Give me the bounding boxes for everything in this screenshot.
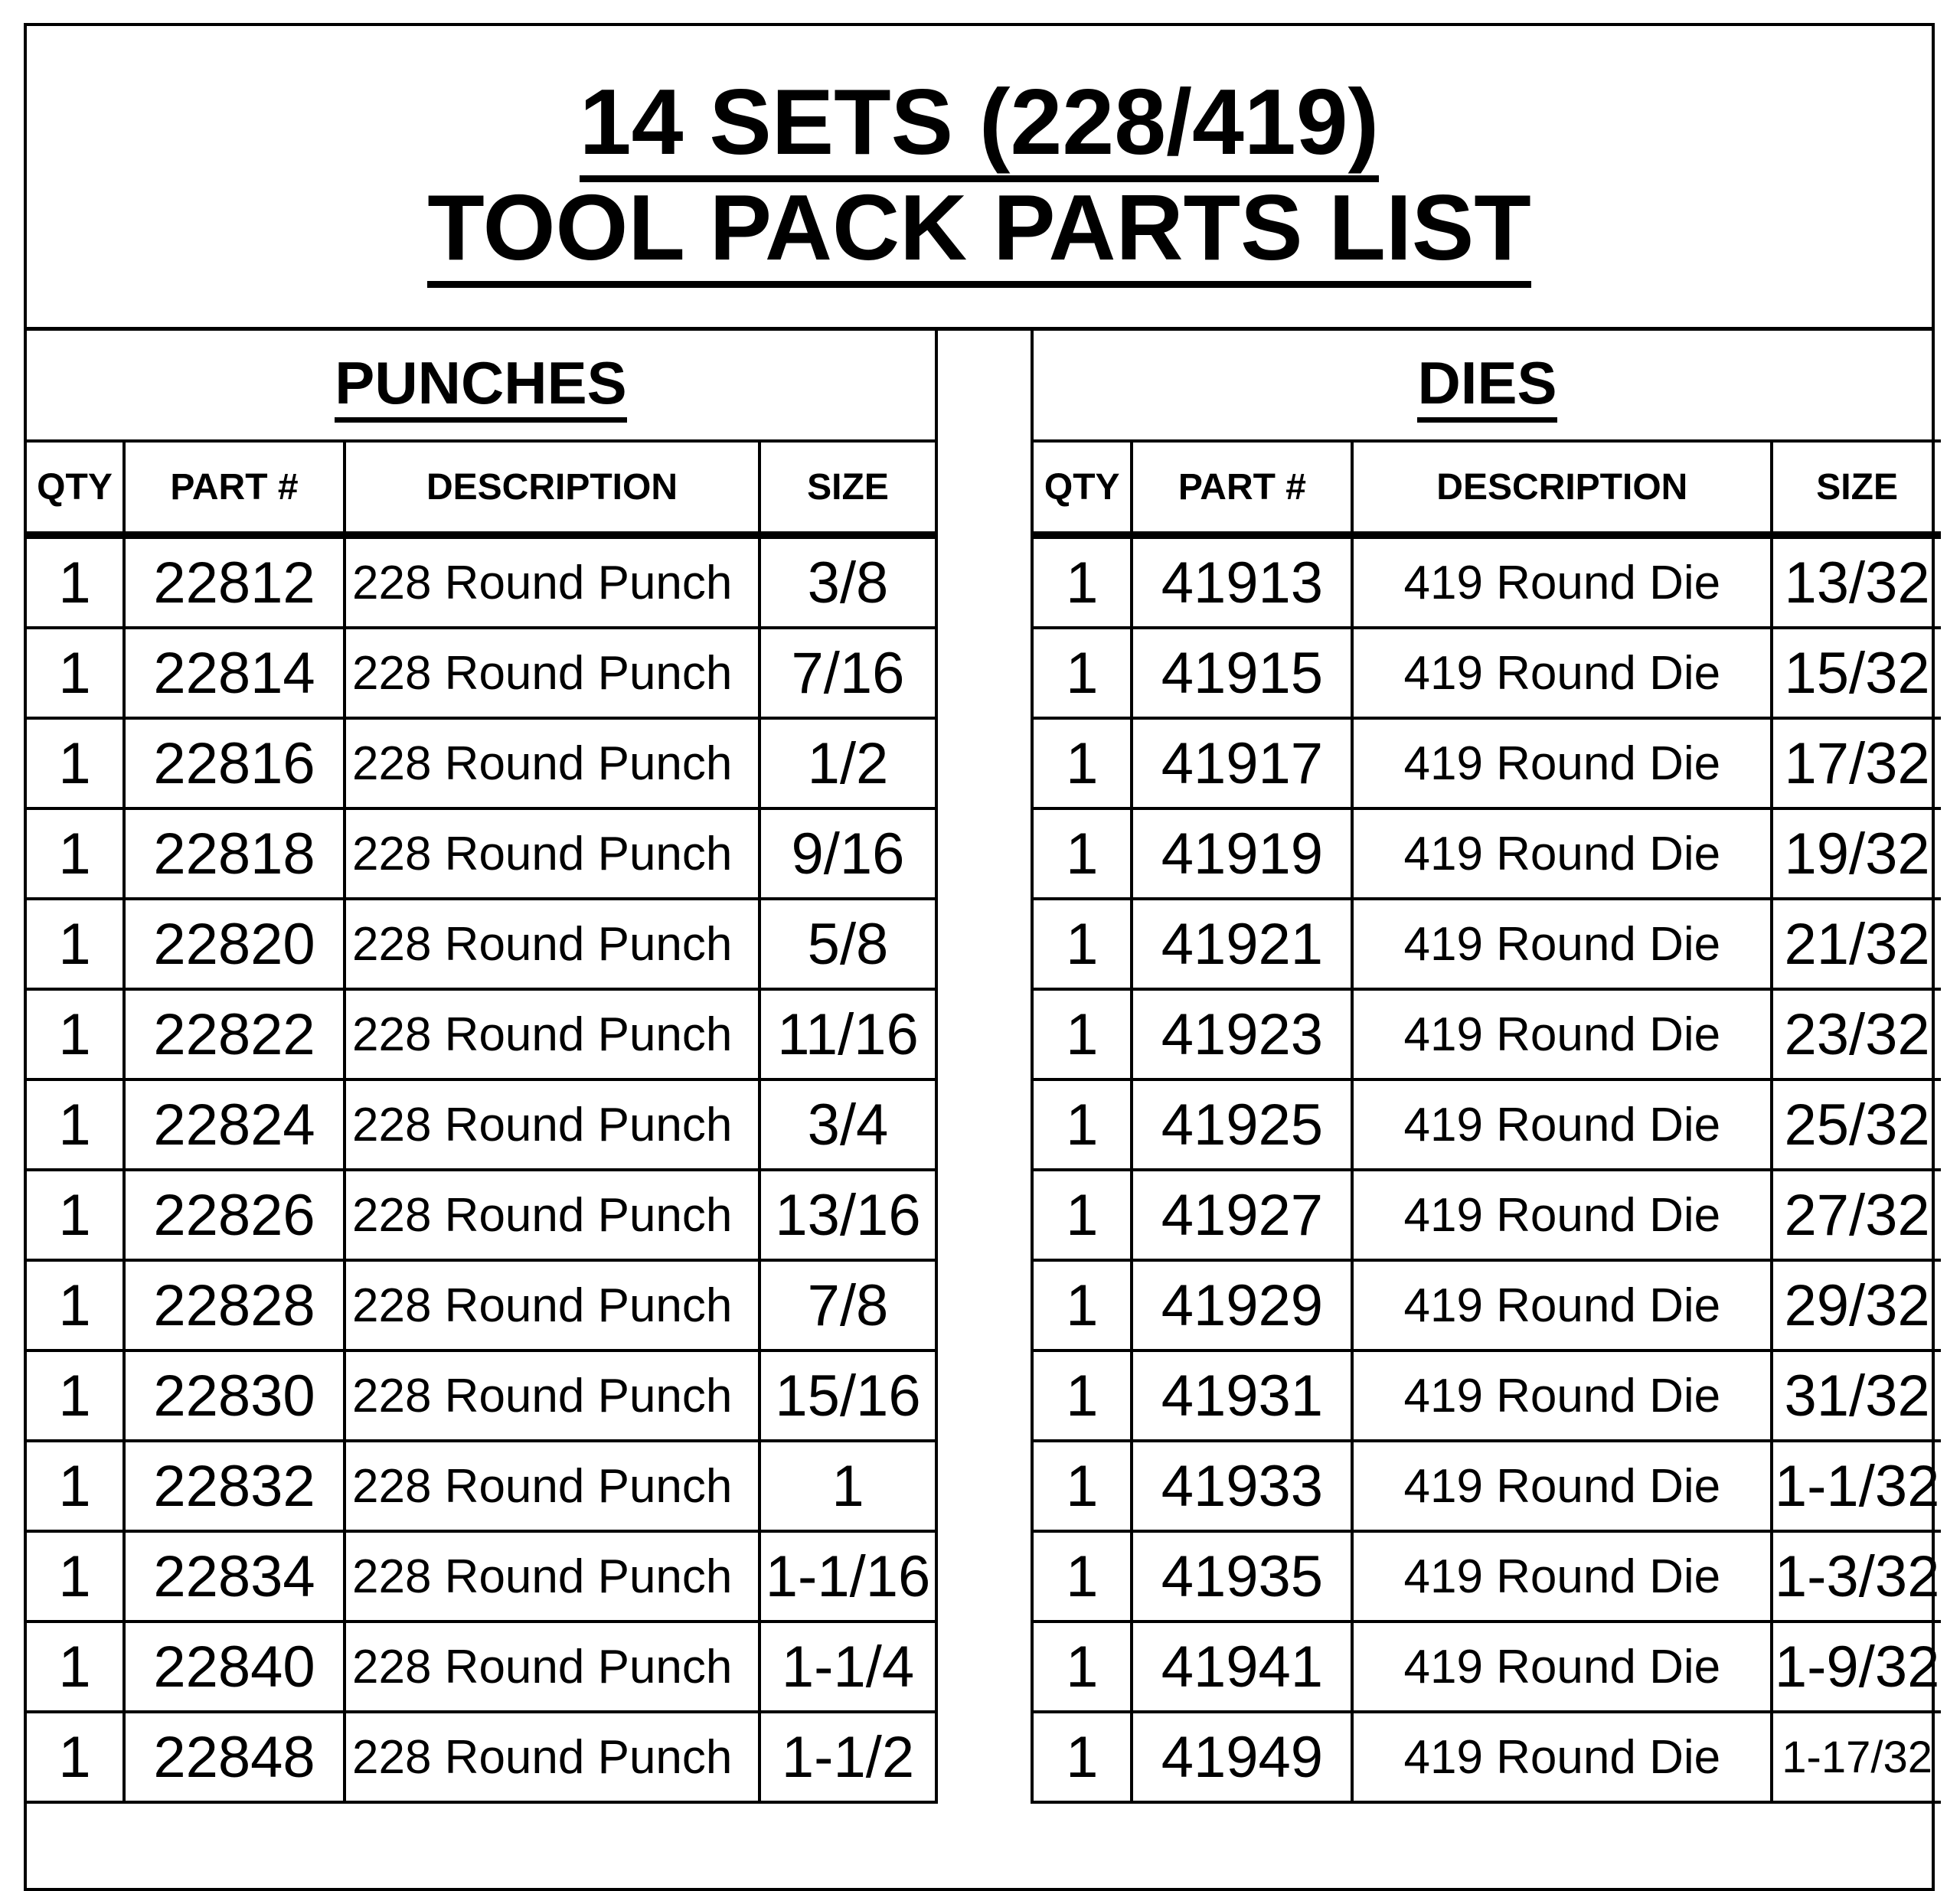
title-line-2: TOOL PACK PARTS LIST	[427, 175, 1530, 288]
qty-cell: 1	[1034, 989, 1132, 1079]
qty-cell: 1	[27, 1350, 124, 1441]
part-number-cell: 41923	[1132, 989, 1352, 1079]
table-row	[27, 1531, 935, 1622]
size-cell: 1-17/32	[1772, 1712, 1941, 1802]
qty-cell: 1	[1034, 1441, 1132, 1531]
qty-cell: 1	[27, 1531, 124, 1622]
size-cell: 5/8	[760, 899, 935, 989]
size-cell: 21/32	[1772, 899, 1941, 989]
description-cell: 419 Round Die	[1352, 1712, 1772, 1802]
part-number-cell: 22814	[124, 628, 345, 718]
part-number-cell: 22818	[124, 808, 345, 899]
size-cell: 13/32	[1772, 535, 1941, 628]
table-row	[1034, 899, 1941, 989]
description-cell: 419 Round Die	[1352, 1350, 1772, 1441]
part-number-cell: 22812	[124, 535, 345, 628]
description-cell: 228 Round Punch	[345, 808, 760, 899]
size-cell: 7/8	[760, 1260, 935, 1350]
table-row	[27, 1260, 935, 1350]
size-cell: 13/16	[760, 1170, 935, 1260]
size-cell: 15/16	[760, 1350, 935, 1441]
description-cell: 228 Round Punch	[345, 1260, 760, 1350]
description-cell: 228 Round Punch	[345, 1079, 760, 1170]
qty-cell: 1	[27, 1622, 124, 1712]
part-number-cell: 22828	[124, 1260, 345, 1350]
size-cell: 1-3/32	[1772, 1531, 1941, 1622]
size-cell: 19/32	[1772, 808, 1941, 899]
size-cell: 1-1/4	[760, 1622, 935, 1712]
qty-cell: 1	[27, 535, 124, 628]
size-cell: 27/32	[1772, 1170, 1941, 1260]
part-number-cell: 22816	[124, 718, 345, 808]
description-cell: 228 Round Punch	[345, 1441, 760, 1531]
qty-cell: 1	[27, 808, 124, 899]
size-cell: 25/32	[1772, 1079, 1941, 1170]
dies-table	[1034, 443, 1941, 1804]
part-number-cell: 41919	[1132, 808, 1352, 899]
table-row	[27, 1622, 935, 1712]
size-cell: 17/32	[1772, 718, 1941, 808]
qty-cell: 1	[1034, 1260, 1132, 1350]
description-cell: 419 Round Die	[1352, 1170, 1772, 1260]
qty-cell: 1	[1034, 535, 1132, 628]
description-cell: 228 Round Punch	[345, 535, 760, 628]
size-cell: 15/32	[1772, 628, 1941, 718]
column-header-qty: QTY	[1034, 443, 1132, 535]
column-header-qty: QTY	[27, 443, 124, 535]
size-cell: 7/16	[760, 628, 935, 718]
table-row	[27, 718, 935, 808]
part-number-cell: 22830	[124, 1350, 345, 1441]
part-number-cell: 41913	[1132, 535, 1352, 628]
table-row	[1034, 1170, 1941, 1260]
parts-list-sheet	[24, 23, 1940, 1891]
qty-cell: 1	[27, 718, 124, 808]
description-cell: 419 Round Die	[1352, 1079, 1772, 1170]
part-number-cell: 41921	[1132, 899, 1352, 989]
qty-cell: 1	[1034, 1170, 1132, 1260]
size-cell: 1	[760, 1441, 935, 1531]
description-cell: 419 Round Die	[1352, 535, 1772, 628]
description-cell: 228 Round Punch	[345, 989, 760, 1079]
qty-cell: 1	[27, 628, 124, 718]
table-row	[1034, 1079, 1941, 1170]
part-number-cell: 22848	[124, 1712, 345, 1802]
part-number-cell: 41949	[1132, 1712, 1352, 1802]
part-number-cell: 41935	[1132, 1531, 1352, 1622]
punches-rows	[27, 535, 935, 1802]
part-number-cell: 22824	[124, 1079, 345, 1170]
qty-cell: 1	[1034, 718, 1132, 808]
description-cell: 419 Round Die	[1352, 1441, 1772, 1531]
size-cell: 1-1/16	[760, 1531, 935, 1622]
size-cell: 1-9/32	[1772, 1622, 1941, 1712]
dies-panel	[1031, 331, 1941, 1804]
table-row	[1034, 535, 1941, 628]
part-number-cell: 22826	[124, 1170, 345, 1260]
size-cell: 11/16	[760, 989, 935, 1079]
table-row	[27, 1712, 935, 1802]
description-cell: 228 Round Punch	[345, 1712, 760, 1802]
dies-header-row	[1034, 443, 1941, 535]
part-number-cell: 22820	[124, 899, 345, 989]
size-cell: 3/4	[760, 1079, 935, 1170]
table-row	[27, 1170, 935, 1260]
table-row	[1034, 808, 1941, 899]
part-number-cell: 41925	[1132, 1079, 1352, 1170]
size-cell: 31/32	[1772, 1350, 1941, 1441]
size-cell: 3/8	[760, 535, 935, 628]
table-row	[27, 535, 935, 628]
table-row	[1034, 1622, 1941, 1712]
description-cell: 419 Round Die	[1352, 1531, 1772, 1622]
qty-cell: 1	[1034, 808, 1132, 899]
table-row	[1034, 628, 1941, 718]
size-cell: 23/32	[1772, 989, 1941, 1079]
part-number-cell: 41927	[1132, 1170, 1352, 1260]
description-cell: 228 Round Punch	[345, 1622, 760, 1712]
column-header-size: SIZE	[1772, 443, 1941, 535]
title-line-1: 14 SETS (228/419)	[580, 70, 1379, 182]
column-header-description: DESCRIPTION	[345, 443, 760, 535]
qty-cell: 1	[27, 989, 124, 1079]
punches-table	[27, 443, 935, 1804]
table-row	[1034, 1531, 1941, 1622]
description-cell: 419 Round Die	[1352, 1622, 1772, 1712]
table-row	[27, 989, 935, 1079]
size-cell: 29/32	[1772, 1260, 1941, 1350]
punches-heading: PUNCHES	[335, 348, 626, 423]
description-cell: 419 Round Die	[1352, 808, 1772, 899]
punches-header-row	[27, 443, 935, 535]
table-row	[1034, 1441, 1941, 1531]
description-cell: 228 Round Punch	[345, 1531, 760, 1622]
description-cell: 419 Round Die	[1352, 989, 1772, 1079]
part-number-cell: 41941	[1132, 1622, 1352, 1712]
table-row	[27, 1350, 935, 1441]
qty-cell: 1	[1034, 1350, 1132, 1441]
qty-cell: 1	[1034, 899, 1132, 989]
description-cell: 228 Round Punch	[345, 628, 760, 718]
description-cell: 419 Round Die	[1352, 1260, 1772, 1350]
table-row	[27, 899, 935, 989]
table-row	[1034, 1350, 1941, 1441]
part-number-cell: 22832	[124, 1441, 345, 1531]
qty-cell: 1	[27, 1712, 124, 1802]
qty-cell: 1	[1034, 1531, 1132, 1622]
qty-cell: 1	[27, 899, 124, 989]
description-cell: 419 Round Die	[1352, 628, 1772, 718]
table-row	[1034, 718, 1941, 808]
qty-cell: 1	[1034, 1712, 1132, 1802]
title-block	[27, 26, 1932, 331]
column-header-part: PART #	[1132, 443, 1352, 535]
description-cell: 419 Round Die	[1352, 718, 1772, 808]
dies-rows	[1034, 535, 1941, 1802]
table-row	[1034, 1712, 1941, 1802]
description-cell: 228 Round Punch	[345, 899, 760, 989]
table-row	[27, 1441, 935, 1531]
size-cell: 9/16	[760, 808, 935, 899]
qty-cell: 1	[1034, 628, 1132, 718]
part-number-cell: 22840	[124, 1622, 345, 1712]
column-header-description: DESCRIPTION	[1352, 443, 1772, 535]
table-row	[27, 628, 935, 718]
qty-cell: 1	[27, 1260, 124, 1350]
table-row	[27, 808, 935, 899]
description-cell: 228 Round Punch	[345, 718, 760, 808]
part-number-cell: 22834	[124, 1531, 345, 1622]
size-cell: 1-1/32	[1772, 1441, 1941, 1531]
table-row	[1034, 989, 1941, 1079]
qty-cell: 1	[27, 1079, 124, 1170]
part-number-cell: 22822	[124, 989, 345, 1079]
column-header-part: PART #	[124, 443, 345, 535]
description-cell: 228 Round Punch	[345, 1350, 760, 1441]
size-cell: 1-1/2	[760, 1712, 935, 1802]
description-cell: 419 Round Die	[1352, 899, 1772, 989]
part-number-cell: 41933	[1132, 1441, 1352, 1531]
description-cell: 228 Round Punch	[345, 1170, 760, 1260]
dies-heading: DIES	[1417, 348, 1557, 423]
column-header-size: SIZE	[760, 443, 935, 535]
table-row	[27, 1079, 935, 1170]
qty-cell: 1	[27, 1441, 124, 1531]
qty-cell: 1	[27, 1170, 124, 1260]
qty-cell: 1	[1034, 1622, 1132, 1712]
table-row	[1034, 1260, 1941, 1350]
qty-cell: 1	[1034, 1079, 1132, 1170]
part-number-cell: 41931	[1132, 1350, 1352, 1441]
part-number-cell: 41915	[1132, 628, 1352, 718]
size-cell: 1/2	[760, 718, 935, 808]
part-number-cell: 41917	[1132, 718, 1352, 808]
punches-panel	[27, 331, 938, 1804]
part-number-cell: 41929	[1132, 1260, 1352, 1350]
